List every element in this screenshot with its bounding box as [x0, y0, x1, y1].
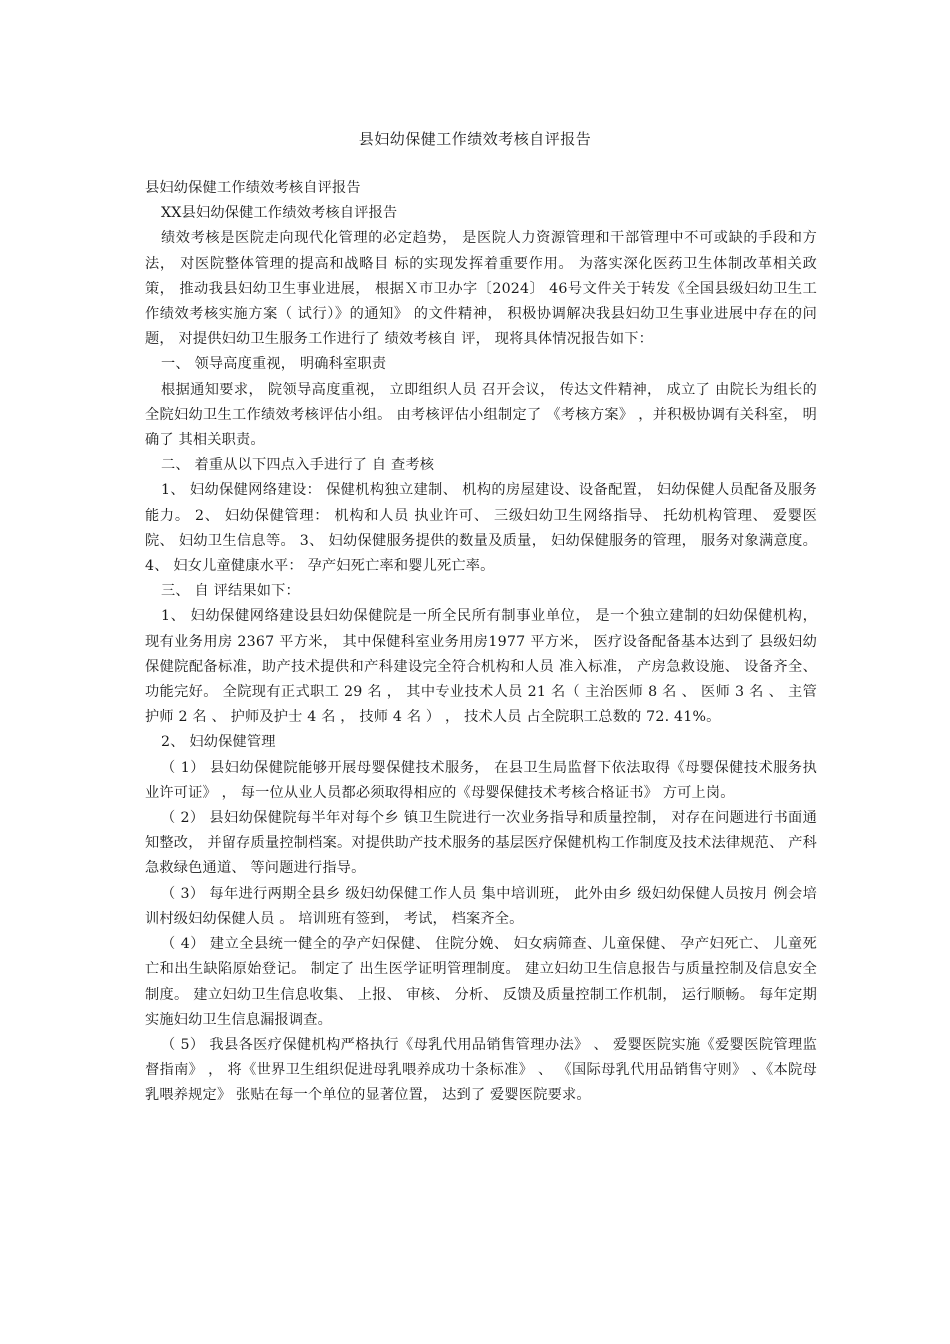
paragraph-5: 根据通知要求， 院领导高度重视， 立即组织人员 召开会议， 传达文件精神， 成立了 由院长为组长的全院妇幼卫生工作绩效考核评估小组。 由考核评估小组制定了 《考核方案》 ，并积极协调有关科室， 明确了 其相关职责。	[145, 381, 817, 449]
paragraph-3: 绩效考核是医院走向现代化管理的必定趋势， 是医院人力资源管理和干部管理中不可或缺的手段和方法， 对医院整体管理的提高和战略目 标的实现发挥着重要作用。 为落实深化医药卫生体制改革相关政策， 推动我县妇幼卫生事业进展， 根据Ｘ市卫办字〔2024〕 46号文件关于转发《全国县级妇幼卫生工作绩效考核实施方案（ 试行）》的通知》 的文件精神， 积极协调解决我县妇幼卫生事业进展中存在的问题， 对提供妇幼卫生服务工作进行了 绩效考核自 评， 现将具体情况报告如下：	[145, 230, 817, 348]
section-heading-3: 三、 自 评结果如下：	[161, 583, 300, 600]
document-title: 县妇幼保健工作绩效考核自评报告	[358, 130, 592, 148]
section-heading-1: 一、 领导高度重视， 明确科室职责	[161, 356, 387, 373]
paragraph-11: （ 1） 县妇幼保健院能够开展母婴保健技术服务， 在县卫生局监督下依法取得《母婴保健技术服务执业许可证》 ， 每一位从业人员都必须取得相应的《母婴保健技术考核合格证书》 方可上岗。	[145, 759, 817, 801]
paragraph-13: （ 3） 每年进行两期全县乡 级妇幼保健工作人员 集中培训班， 此外由乡 级妇幼保健人员按月 例会培训村级妇幼保健人员 。 培训班有签到， 考试， 档案齐全。	[145, 885, 817, 927]
paragraph-14: （ 4） 建立全县统一健全的孕产妇保健、 住院分娩、 妇女病筛查、儿童保健、 孕产妇死亡、 儿童死亡和出生缺陷原始登记。 制定了 出生医学证明管理制度。 建立妇幼卫生信息报告与质量控制及信息安全制度。 建立妇幼卫生信息收集、 上报、 审核、 分析、 反馈及质量控制工作机制， 运行顺畅。 每年定期实施妇幼卫生信息漏报调查。	[145, 936, 817, 1028]
paragraph-1: 县妇幼保健工作绩效考核自评报告	[145, 180, 361, 196]
section-heading-2: 二、 着重从以下四点入手进行了 自 查考核	[161, 457, 435, 474]
paragraph-9: 1、 妇幼保健网络建设县妇幼保健院是一所全民所有制事业单位， 是一个独立建制的妇幼保健机构， 现有业务用房 2367 平方米， 其中保健科室业务用房1977 平方米， 医疗设备配备基本达到了 县级妇幼保健院配备标准，助产技术提供和产科建设完全符合机构和人员 准入标准， 产房急救设施、 设备齐全、 功能完好。 全院现有正式职工 29 名 ， 其中专业技术人员 21 名（ 主治医师 8 名 、 医师 3 名 、 主管护师 2 名 、 护师及护士 4 名 ， 技师 4 名 ） ， 技术人员 占全院职工总数的 72. 41%。	[145, 608, 817, 726]
document-body	[145, 176, 817, 1109]
paragraph-7: 1、 妇幼保健网络建设： 保健机构独立建制、 机构的房屋建设、设备配置， 妇幼保健人员配备及服务能力。 2、 妇幼保健管理： 机构和人员 执业许可、 三级妇幼卫生网络指导、 托幼机构管理、 爱婴医院、 妇幼卫生信息等。 3、 妇幼保健服务提供的数量及质量， 妇幼保健服务的管理， 服务对象满意度。 4、 妇女儿童健康水平： 孕产妇死亡率和婴儿死亡率。	[145, 482, 817, 575]
paragraph-15: （ 5） 我县各医疗保健机构严格执行《母乳代用品销售管理办法》 、 爱婴医院实施《爱婴医院管理监督指南》 ， 将《世界卫生组织促进母乳喂养成功十条标准》 、 《国际母乳代用品销售守则》 、《本院母乳喂养规定》 张贴在每一个单位的显著位置， 达到了 爱婴医院要求。	[145, 1036, 817, 1104]
paragraph-2: XX县妇幼保健工作绩效考核自评报告	[161, 205, 398, 222]
paragraph-12: （ 2） 县妇幼保健院每半年对每个乡 镇卫生院进行一次业务指导和质量控制， 对存在问题进行书面通知整改， 并留存质量控制档案。对提供助产技术服务的基层医疗保健机构工作制度及技术法律规范、 产科急救绿色通道、 等问题进行指导。	[145, 810, 817, 877]
subsection-heading-2: 2、 妇幼保健管理	[161, 734, 276, 751]
